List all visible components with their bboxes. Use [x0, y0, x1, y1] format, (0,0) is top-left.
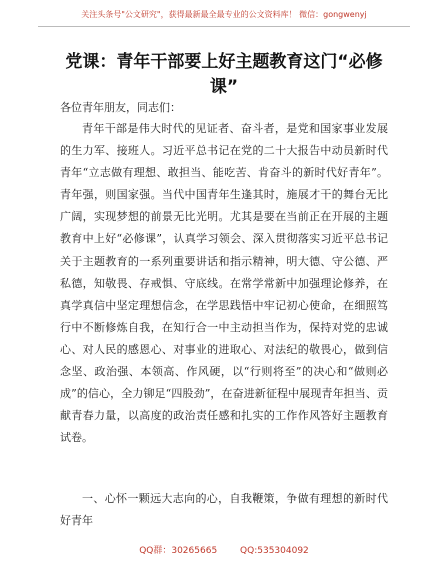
salutation: 各位青年朋友，同志们： [60, 101, 181, 114]
section-heading: 一、心怀一颗远大志向的心，自我鞭策，争做有理想的新时代好青年 [60, 492, 388, 528]
footer-qq-group: QQ群：30265665 [139, 546, 218, 556]
document-title: 党课：青年干部要上好主题教育这门“必修课” [65, 52, 383, 97]
footer-contact [0, 543, 448, 556]
header-banner: 关注头条号"公文研究"，获得最新最全最专业的公文资料库！ 微信：gongwenyj [81, 10, 367, 19]
footer-qq-number: QQ:535304092 [240, 546, 309, 556]
header-divider [38, 26, 410, 27]
body-paragraph: 青年干部是伟大时代的见证者、奋斗者，是党和国家事业发展的生力军、接班人。习近平总书记在党的二十大报告中动员新时代青年“立志做有理想、敢担当、能吃苦、肯奋斗的新时代好青年”。青年强，则国家强。当代中国青年生逢其时，施展才干的舞台无比广阔，实现梦想的前景无比光明。尤其是要在当前正在开展的主题教育中上好“必修课”，认真学习领会、深入贯彻落实习近平总书记关于主题教育的一系列重要讲话和指示精神，明大德、守公德、严私德，知敬畏、存戒惧、守底线。在常学常新中加强理论修养，在真学真信中坚定理想信念，在学思践悟中牢记初心使命，在细照笃行中不断修炼自我，在知行合一中主动担当作为，保持对党的忠诚心、对人民的感恩心、对事业的进取心、对法纪的敬畏心，做到信念坚、政治强、本领高、作风硬，以“行则将至”的决心和“做则必成”的信心，全力铆足“四股劲”，在奋进新征程中展现青年担当、贡献青春力量，以高度的政治责任感和扎实的工作作风答好主题教育试卷。 [60, 122, 388, 445]
